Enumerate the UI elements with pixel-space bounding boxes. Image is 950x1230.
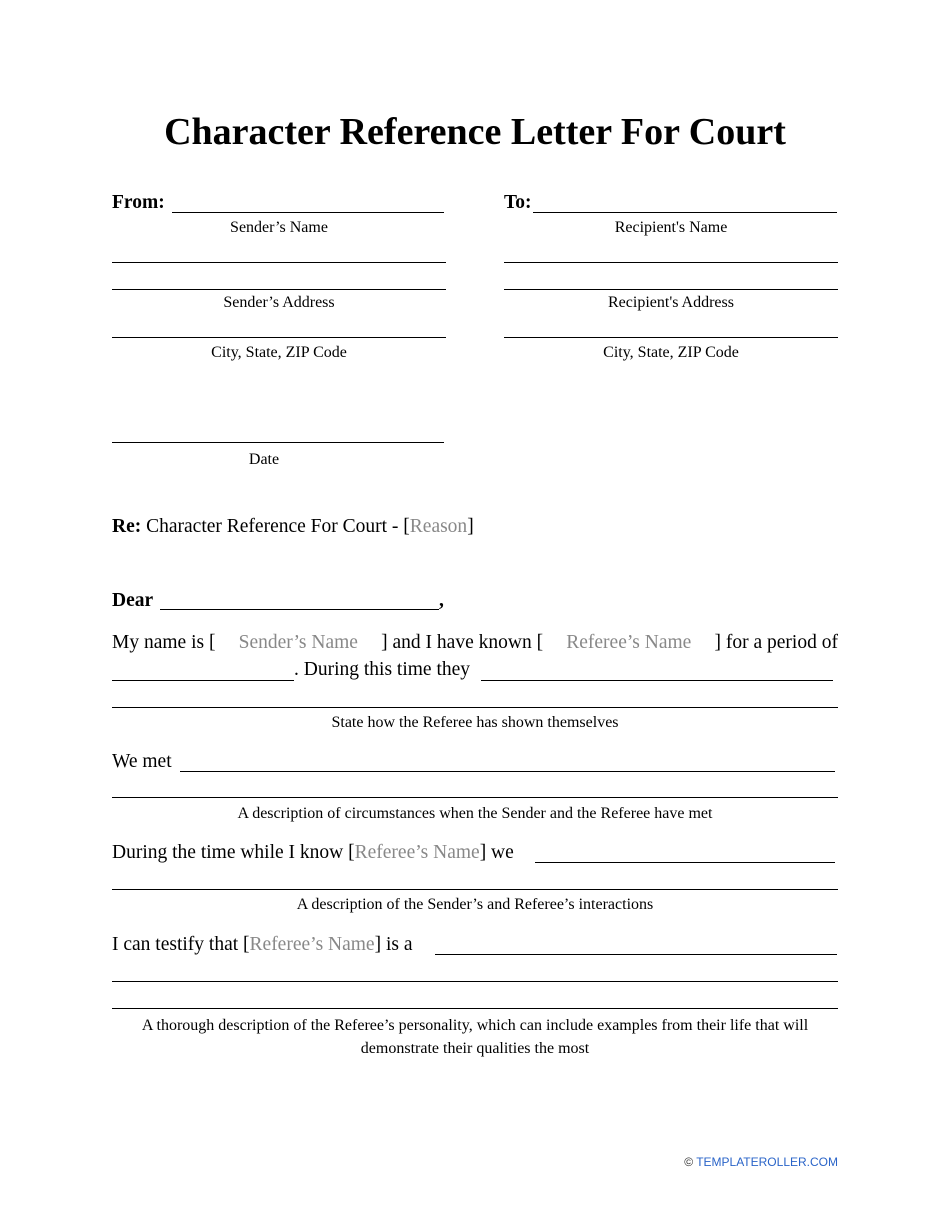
we-met-line-2[interactable]: [112, 797, 838, 798]
para1-text-2: ] and I have known [: [381, 632, 544, 653]
interactions-line-1[interactable]: [535, 862, 835, 863]
footer: [684, 1155, 838, 1169]
sender-name-line[interactable]: [172, 212, 444, 213]
para1-text-1: My name is [: [112, 632, 216, 653]
hint-interactions: A description of the Sender’s and Referee’s interactions: [296, 896, 654, 913]
para4-line: [112, 934, 413, 956]
recipient-name-line[interactable]: [533, 212, 837, 213]
sender-city-line[interactable]: [112, 337, 446, 338]
date-label: Date: [248, 451, 280, 468]
recipient-name-label: Recipient's Name: [614, 219, 728, 236]
re-line: [112, 516, 474, 538]
para4-text-1: I can testify that [: [112, 934, 250, 955]
interactions-line-2[interactable]: [112, 889, 838, 890]
recipient-address-label: Recipient's Address: [608, 294, 734, 311]
referee-name-placeholder-2[interactable]: Referee’s Name: [354, 842, 480, 863]
re-label: Re:: [112, 516, 142, 537]
to-label: To:: [504, 192, 532, 213]
sender-name-label: Sender’s Name: [230, 219, 328, 236]
re-reason-placeholder[interactable]: Reason: [409, 516, 468, 537]
sender-address-line-2[interactable]: [112, 289, 446, 290]
personality-line-2[interactable]: [112, 981, 838, 982]
hint-personality-line-2: demonstrate their qualities the most: [360, 1040, 590, 1057]
para1-line1: [112, 632, 838, 654]
para3-text-1: During the time while I know [: [112, 842, 355, 863]
para4-text-2: ] is a: [374, 934, 413, 955]
personality-line-3[interactable]: [112, 1008, 838, 1009]
dear-comma: ,: [439, 590, 444, 611]
we-met-line-1[interactable]: [180, 771, 835, 772]
para3-line: [112, 842, 514, 864]
recipient-city-label: City, State, ZIP Code: [603, 344, 739, 361]
hint-shown-themselves: State how the Referee has shown themselves: [331, 714, 619, 731]
date-line[interactable]: [112, 442, 444, 443]
hint-circumstances: A description of circumstances when the Sender and the Referee have met: [237, 805, 713, 822]
recipient-address-line-2[interactable]: [504, 289, 838, 290]
referee-name-placeholder-1[interactable]: Referee’s Name: [566, 632, 692, 653]
hint-personality-line-1: A thorough description of the Referee’s personality, which can include examples from their life that will: [141, 1017, 809, 1034]
sender-address-line-1[interactable]: [112, 262, 446, 263]
para3-text-2: ] we: [479, 842, 514, 863]
sender-address-label: Sender’s Address: [223, 294, 335, 311]
personality-line-1[interactable]: [435, 954, 837, 955]
re-close: ]: [467, 516, 474, 537]
para1-text-4: . During this time they: [294, 659, 471, 680]
hint-personality: [112, 1014, 838, 1060]
recipient-address-line-1[interactable]: [504, 262, 838, 263]
dear-label: Dear: [112, 590, 154, 611]
recipient-city-line[interactable]: [504, 337, 838, 338]
they-line[interactable]: [481, 680, 833, 681]
copyright-symbol: ©: [684, 1155, 694, 1169]
page-title: Character Reference Letter For Court: [164, 111, 786, 153]
we-met-label: We met: [112, 751, 172, 772]
dear-name-line[interactable]: [160, 609, 439, 610]
they-line-2[interactable]: [112, 707, 838, 708]
from-label: From:: [112, 192, 165, 213]
para1-text-3: ] for a period of: [714, 632, 838, 653]
sender-city-label: City, State, ZIP Code: [211, 344, 347, 361]
referee-name-placeholder-3[interactable]: Referee’s Name: [249, 934, 375, 955]
re-text: Character Reference For Court - [: [146, 516, 410, 537]
sender-name-placeholder[interactable]: Sender’s Name: [238, 632, 358, 653]
period-line[interactable]: [112, 680, 294, 681]
templateroller-link[interactable]: TEMPLATEROLLER.COM: [696, 1155, 838, 1169]
